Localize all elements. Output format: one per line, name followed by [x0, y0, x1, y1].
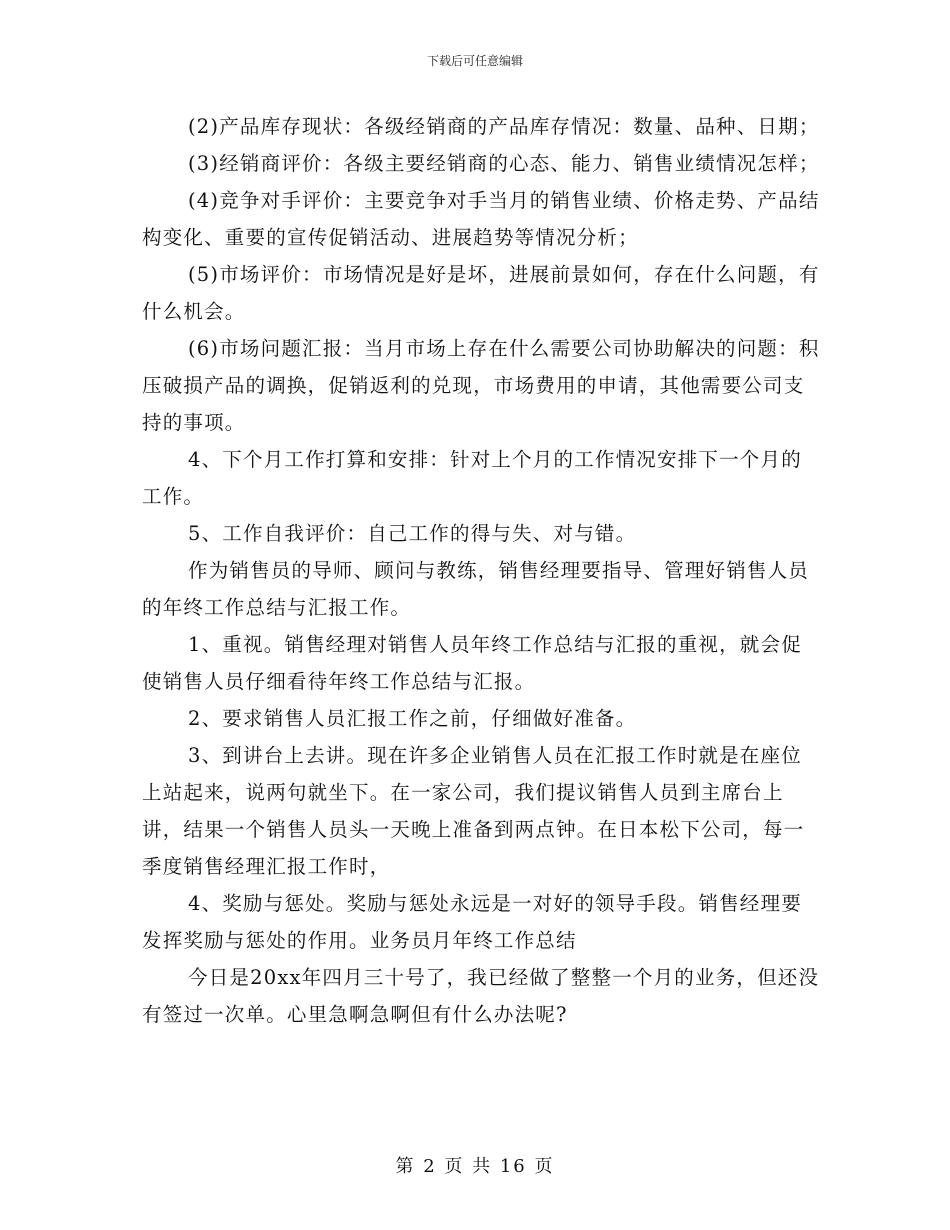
- paragraph: 2、要求销售人员汇报工作之前，仔细做好准备。: [188, 707, 637, 730]
- paragraph: (5)市场评价：市场情况是好是坏，进展前景如何，存在什么问题，有什么机会。: [142, 263, 820, 323]
- page-header: 下载后可任意编辑: [426, 54, 523, 68]
- paragraph: 1、重视。销售经理对销售人员年终工作总结与汇报的重视，就会促使销售人员仔细看待年终工作总结与汇报。: [142, 633, 802, 693]
- paragraph: 4、奖励与惩处。奖励与惩处永远是一对好的领导手段。销售经理要发挥奖励与惩处的作用。业务员月年终工作总结: [142, 892, 802, 952]
- paragraph: 3、到讲台上去讲。现在许多企业销售人员在汇报工作时就是在座位上站起来，说两句就坐下。在一家公司，我们提议销售人员到主席台上讲，结果一个销售人员头一天晚上准备到两点钟。在日本松下公司，每一季度销售经理汇报工作时，: [142, 744, 805, 878]
- paragraph: (3)经销商评价：各级主要经销商的心态、能力、销售业绩情况怎样；: [188, 152, 820, 175]
- paragraph: 作为销售员的导师、顾问与教练，销售经理要指导、管理好销售人员的年终工作总结与汇报工作。: [142, 559, 810, 619]
- paragraph: (2)产品库存现状：各级经销商的产品库存情况：数量、品种、日期；: [188, 115, 820, 138]
- paragraph: 5、工作自我评价：自己工作的得与失、对与错。: [188, 522, 637, 545]
- page-footer: 第 2 页 共 16 页: [395, 1156, 555, 1177]
- paragraph: 今日是20xx年四月三十号了，我已经做了整整一个月的业务，但还没有签过一次单。心里急啊急啊但有什么办法呢?: [142, 966, 820, 1026]
- paragraph: (4)竞争对手评价：主要竞争对手当月的销售业绩、价格走势、产品结构变化、重要的宣传促销活动、进展趋势等情况分析；: [142, 189, 820, 249]
- document-body: [142, 108, 822, 1033]
- paragraph: (6)市场问题汇报：当月市场上存在什么需要公司协助解决的问题：积压破损产品的调换，促销返利的兑现，市场费用的申请，其他需要公司支持的事项。: [142, 337, 820, 434]
- paragraph: 4、下个月工作打算和安排：针对上个月的工作情况安排下一个月的工作。: [142, 448, 802, 508]
